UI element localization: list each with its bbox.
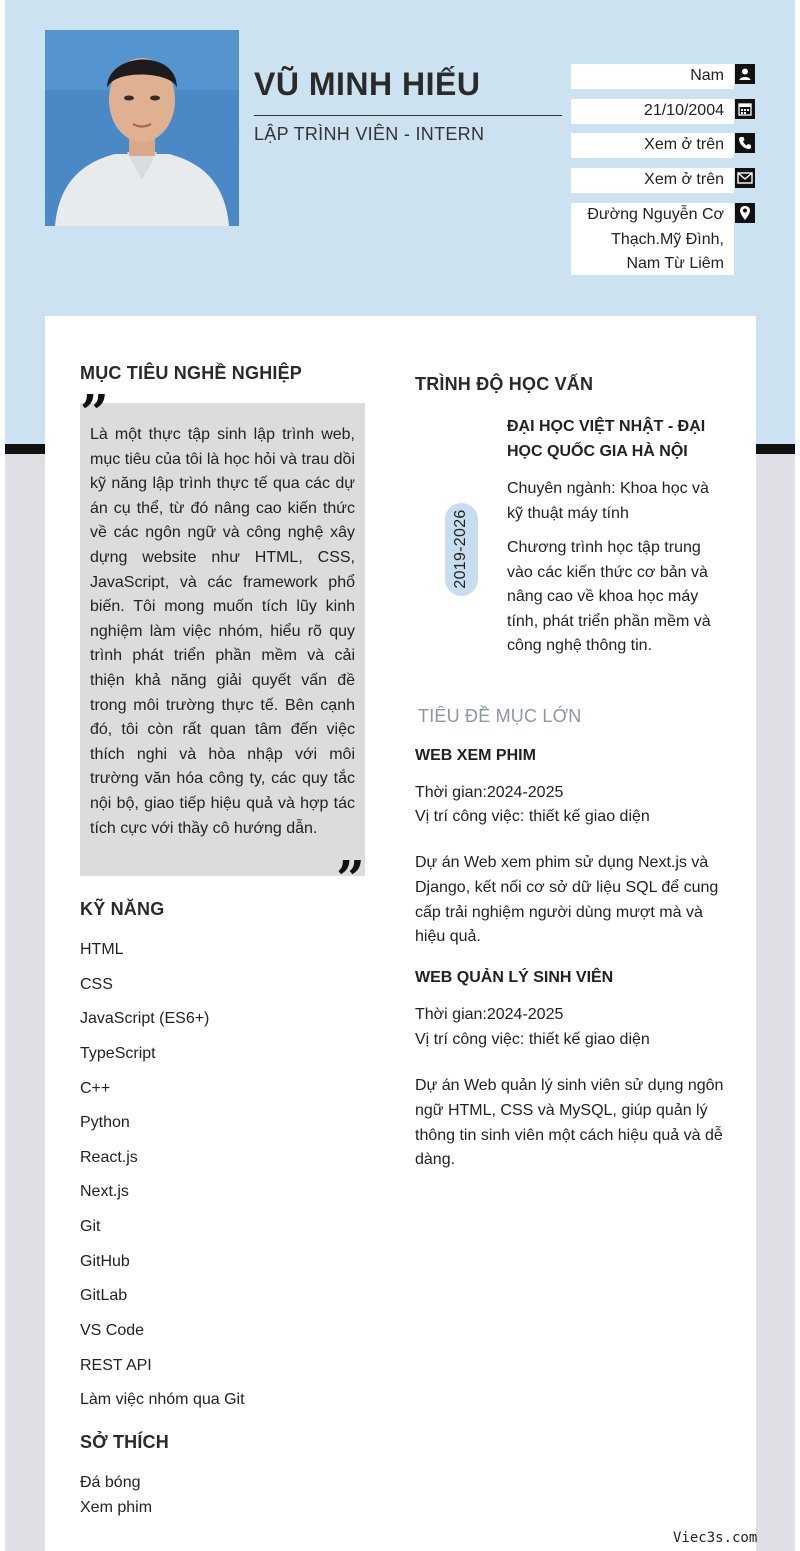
quote-open-icon: ” xyxy=(80,383,109,442)
phone-icon xyxy=(735,133,755,153)
project-name: WEB QUẢN LÝ SINH VIÊN xyxy=(415,969,614,986)
project-name: WEB XEM PHIM xyxy=(415,747,536,764)
skill-item: JavaScript (ES6+) xyxy=(80,1010,210,1027)
address-line: Thạch.Mỹ Đình, xyxy=(611,230,724,248)
calendar-icon xyxy=(735,99,755,119)
education-description: Chương trình học tập trung vào các kiến thức cơ bản và nâng cao về khoa học máy tính, phát triển phần mềm và công nghệ thông tin. xyxy=(507,539,711,655)
address-line: Nam Từ Liêm xyxy=(626,255,724,272)
skill-item: GitLab xyxy=(80,1287,128,1304)
projects-title: TIÊU ĐỀ MỤC LỚN xyxy=(418,706,582,726)
job-title: LẬP TRÌNH VIÊN - INTERN xyxy=(254,124,485,144)
skill-item: TypeScript xyxy=(80,1045,156,1062)
skill-item: VS Code xyxy=(80,1322,145,1339)
birthday-value: 21/10/2004 xyxy=(571,99,734,124)
phone-value: Xem ở trên xyxy=(571,133,734,158)
education-title: TRÌNH ĐỘ HỌC VẤN xyxy=(415,374,594,394)
project-role: Vị trí công việc: thiết kế giao diện xyxy=(415,808,650,825)
skill-item: Next.js xyxy=(80,1183,129,1200)
objective-text: Là một thực tập sinh lập trình web, mục tiêu của tôi là học hỏi và trau dồi kỹ năng lập trình thực tế qua các dự án cụ thể, từ đó nâng cao kiến thức về các ngôn ngữ và công nghệ xây dựng website như HTML, CSS, JavaScript, và các framework phổ biến. Tôi mong muốn tích lũy kinh nghiệm làm việc nhóm, hiểu rõ quy trình phát triển phần mềm và cải thiện khả năng giải quyết vấn đề trong môi trường thực tế. Bên cạnh đó, tôi còn rất quan tâm đến việc thích nghi và hòa nhập với môi trường văn hóa công ty, các quy tắc nội bộ, giao tiếp hiệu quả và hợp tác tích cực với thầy cô hướng dẫn. xyxy=(90,426,355,837)
skill-item: CSS xyxy=(80,976,113,993)
objective-box xyxy=(80,403,365,876)
school-name: ĐẠI HỌC VIỆT NHẬT - ĐẠI HỌC QUỐC GIA HÀ NỘI xyxy=(507,418,706,460)
candidate-name: VŨ MINH HIẾU xyxy=(254,66,481,102)
envelope-icon xyxy=(735,168,755,188)
education-period: 2019-2026 xyxy=(452,509,469,589)
objective-title: MỤC TIÊU NGHỀ NGHIỆP xyxy=(80,363,303,383)
site-watermark: Viec3s.com xyxy=(673,1530,758,1546)
skill-item: HTML xyxy=(80,941,124,958)
hobbies-title: SỞ THÍCH xyxy=(80,1432,169,1452)
project-time: Thời gian:2024-2025 xyxy=(415,784,564,801)
person-icon xyxy=(735,64,755,84)
skills-title: KỸ NĂNG xyxy=(80,899,165,919)
gender-value: Nam xyxy=(571,64,734,89)
hobby-item: Xem phim xyxy=(80,1499,153,1516)
skill-item: C++ xyxy=(80,1080,111,1097)
hobby-item: Đá bóng xyxy=(80,1474,141,1491)
quote-close-icon: ” xyxy=(336,849,365,908)
project-description: Dự án Web xem phim sử dụng Next.js và Django, kết nối cơ sở dữ liệu SQL để cung cấp trải nghiệm người dùng mượt mà và hiệu quả. xyxy=(415,854,719,946)
portrait-image xyxy=(45,30,239,226)
skill-item: Git xyxy=(80,1218,101,1235)
name-underline xyxy=(254,115,562,116)
project-role: Vị trí công việc: thiết kế giao diện xyxy=(415,1031,650,1048)
project-time: Thời gian:2024-2025 xyxy=(415,1006,564,1023)
address-line: Đường Nguyễn Cơ xyxy=(587,206,724,223)
skill-item: REST API xyxy=(80,1357,152,1374)
skill-item: React.js xyxy=(80,1149,138,1166)
profile-photo xyxy=(45,30,239,226)
skill-item: Làm việc nhóm qua Git xyxy=(80,1391,245,1408)
location-pin-icon xyxy=(735,203,755,223)
project-description: Dự án Web quản lý sinh viên sử dụng ngôn ngữ HTML, CSS và MySQL, giúp quản lý thông tin sinh viên một cách hiệu quả và dễ dàng. xyxy=(415,1077,724,1169)
email-value: Xem ở trên xyxy=(571,168,734,193)
skill-item: GitHub xyxy=(80,1253,130,1270)
education-major: Chuyên ngành: Khoa học và kỹ thuật máy tính xyxy=(507,480,709,522)
address-value xyxy=(571,203,734,275)
skill-item: Python xyxy=(80,1114,130,1131)
